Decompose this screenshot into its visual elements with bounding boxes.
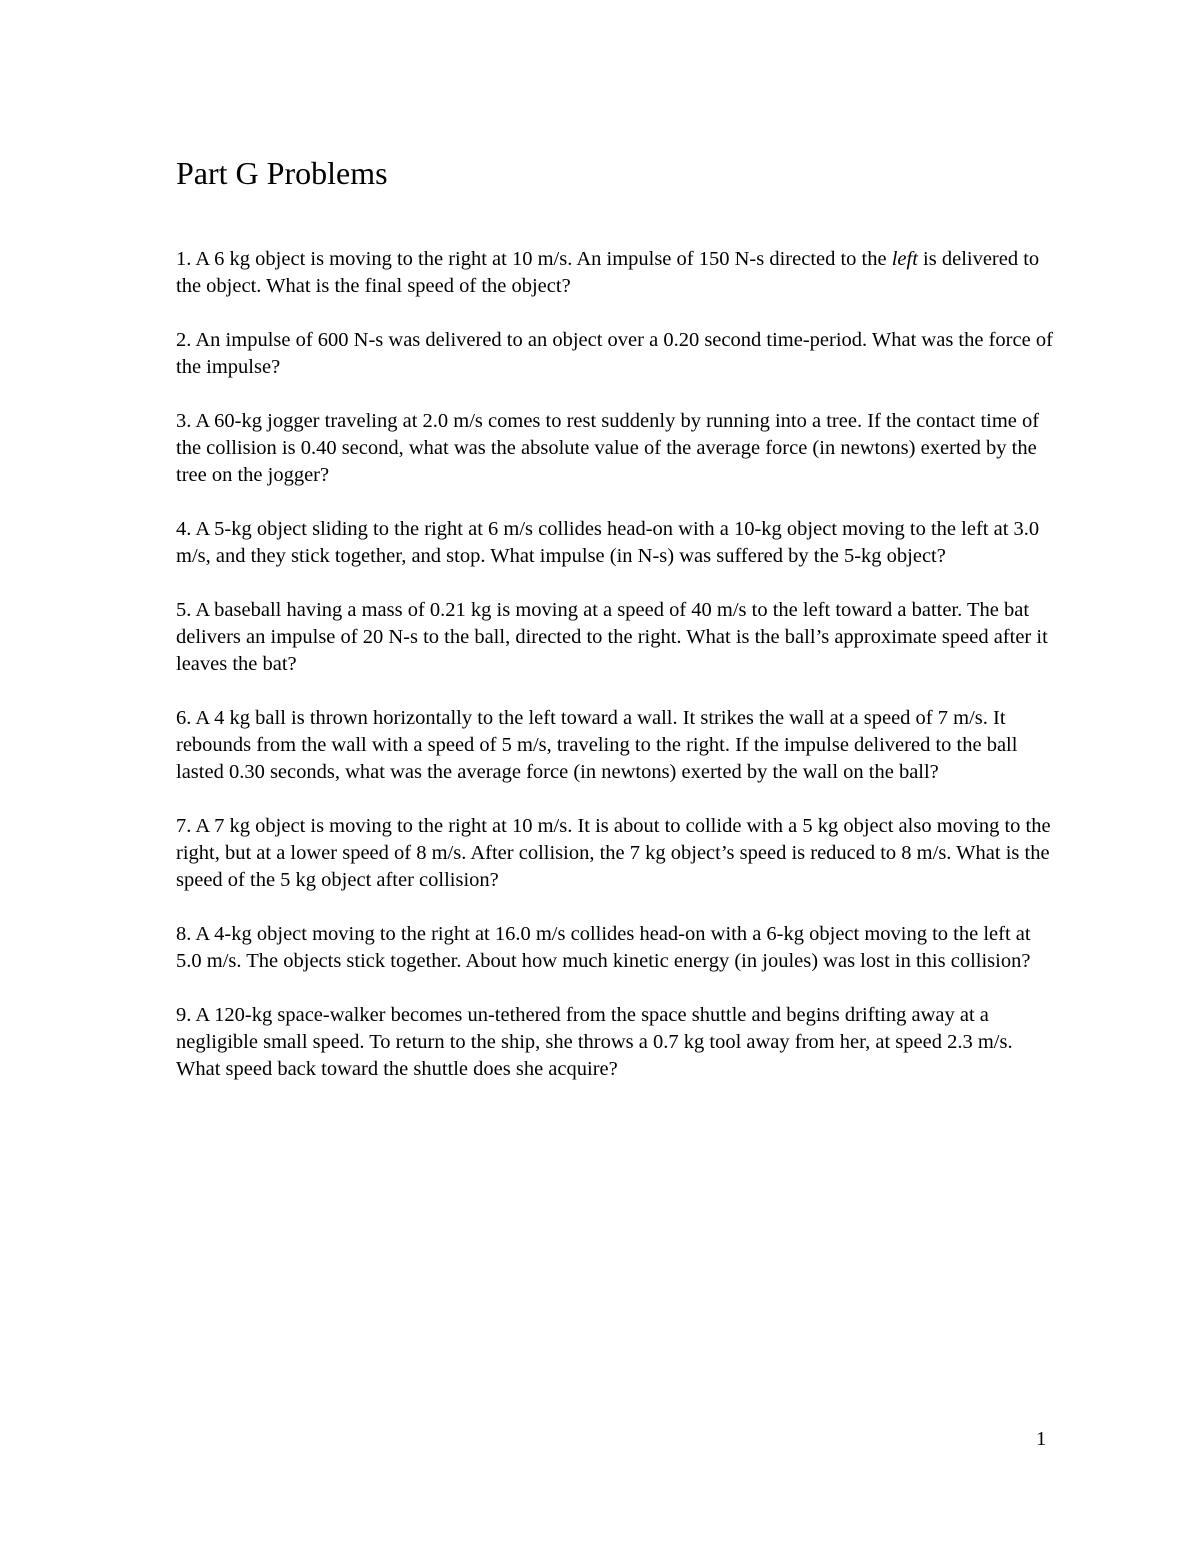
problem-text: A 7 kg object is moving to the right at 10 m/s. It is about to collide with a 5 kg object also moving to the right, but at a lower speed of 8 m/s. After collision, the 7 kg object’s speed is reduced to 8 m/s. What is the speed of the 5 kg object after collision? [176, 815, 1051, 891]
problem-number: 5. [176, 599, 192, 621]
problem-text-continued: is delivered to the object. What is the final speed of the object? [176, 248, 1040, 297]
problem-1 [176, 246, 1056, 300]
problem-number: 7. [176, 815, 192, 837]
problem-text: A 5-kg object sliding to the right at 6 m/s collides head-on with a 10-kg object moving to the left at 3.0 m/s, and they stick together, and stop. What impulse (in N-s) was suffered by the 5-kg object? [176, 518, 1040, 567]
problem-text: A 4-kg object moving to the right at 16.0 m/s collides head-on with a 6-kg object moving to the left at 5.0 m/s. The objects stick together. About how much kinetic energy (in joules) was lost in this collision? [176, 923, 1031, 972]
problem-text: A baseball having a mass of 0.21 kg is moving at a speed of 40 m/s to the left toward a batter. The bat delivers an impulse of 20 N-s to the ball, directed to the right. What is the ball’s approximate speed after it leaves the bat? [176, 599, 1048, 675]
problem-8 [176, 921, 1056, 975]
problem-number: 2. [176, 329, 192, 351]
problem-9 [176, 1002, 1056, 1083]
problem-number: 6. [176, 707, 192, 729]
problem-4 [176, 516, 1056, 570]
problem-3 [176, 408, 1056, 489]
problem-text: An impulse of 600 N-s was delivered to an object over a 0.20 second time-period. What was the force of the impulse? [176, 329, 1053, 378]
problem-list [176, 246, 1056, 1110]
emphasized-word: left [891, 248, 918, 270]
page-number: 1 [1036, 1428, 1047, 1450]
problem-number: 3. [176, 410, 192, 432]
problem-text: A 4 kg ball is thrown horizontally to the left toward a wall. It strikes the wall at a speed of 7 m/s. It rebounds from the wall with a speed of 5 m/s, traveling to the right. If the impulse delivered to the ball lasted 0.30 seconds, what was the average force (in newtons) exerted by the wall on the ball? [176, 707, 1018, 783]
page-title: Part G Problems [176, 155, 388, 191]
problem-text: A 6 kg object is moving to the right at 10 m/s. An impulse of 150 N-s directed to the [195, 248, 892, 270]
problem-text: A 120-kg space-walker becomes un-tethered from the space shuttle and begins drifting away at a negligible small speed. To return to the ship, she throws a 0.7 kg tool away from her, at speed 2.3 m/s. What speed back toward the shuttle does she acquire? [176, 1004, 1013, 1080]
problem-2 [176, 327, 1056, 381]
problem-number: 4. [176, 518, 192, 540]
problem-text: A 60-kg jogger traveling at 2.0 m/s comes to rest suddenly by running into a tree. If the contact time of the collision is 0.40 second, what was the absolute value of the average force (in newtons) exerted by the tree on the jogger? [176, 410, 1040, 486]
problem-5 [176, 597, 1056, 678]
problem-number: 1. [176, 248, 192, 270]
problem-7 [176, 813, 1056, 894]
problem-number: 8. [176, 923, 192, 945]
problem-6 [176, 705, 1056, 786]
problem-number: 9. [176, 1004, 192, 1026]
